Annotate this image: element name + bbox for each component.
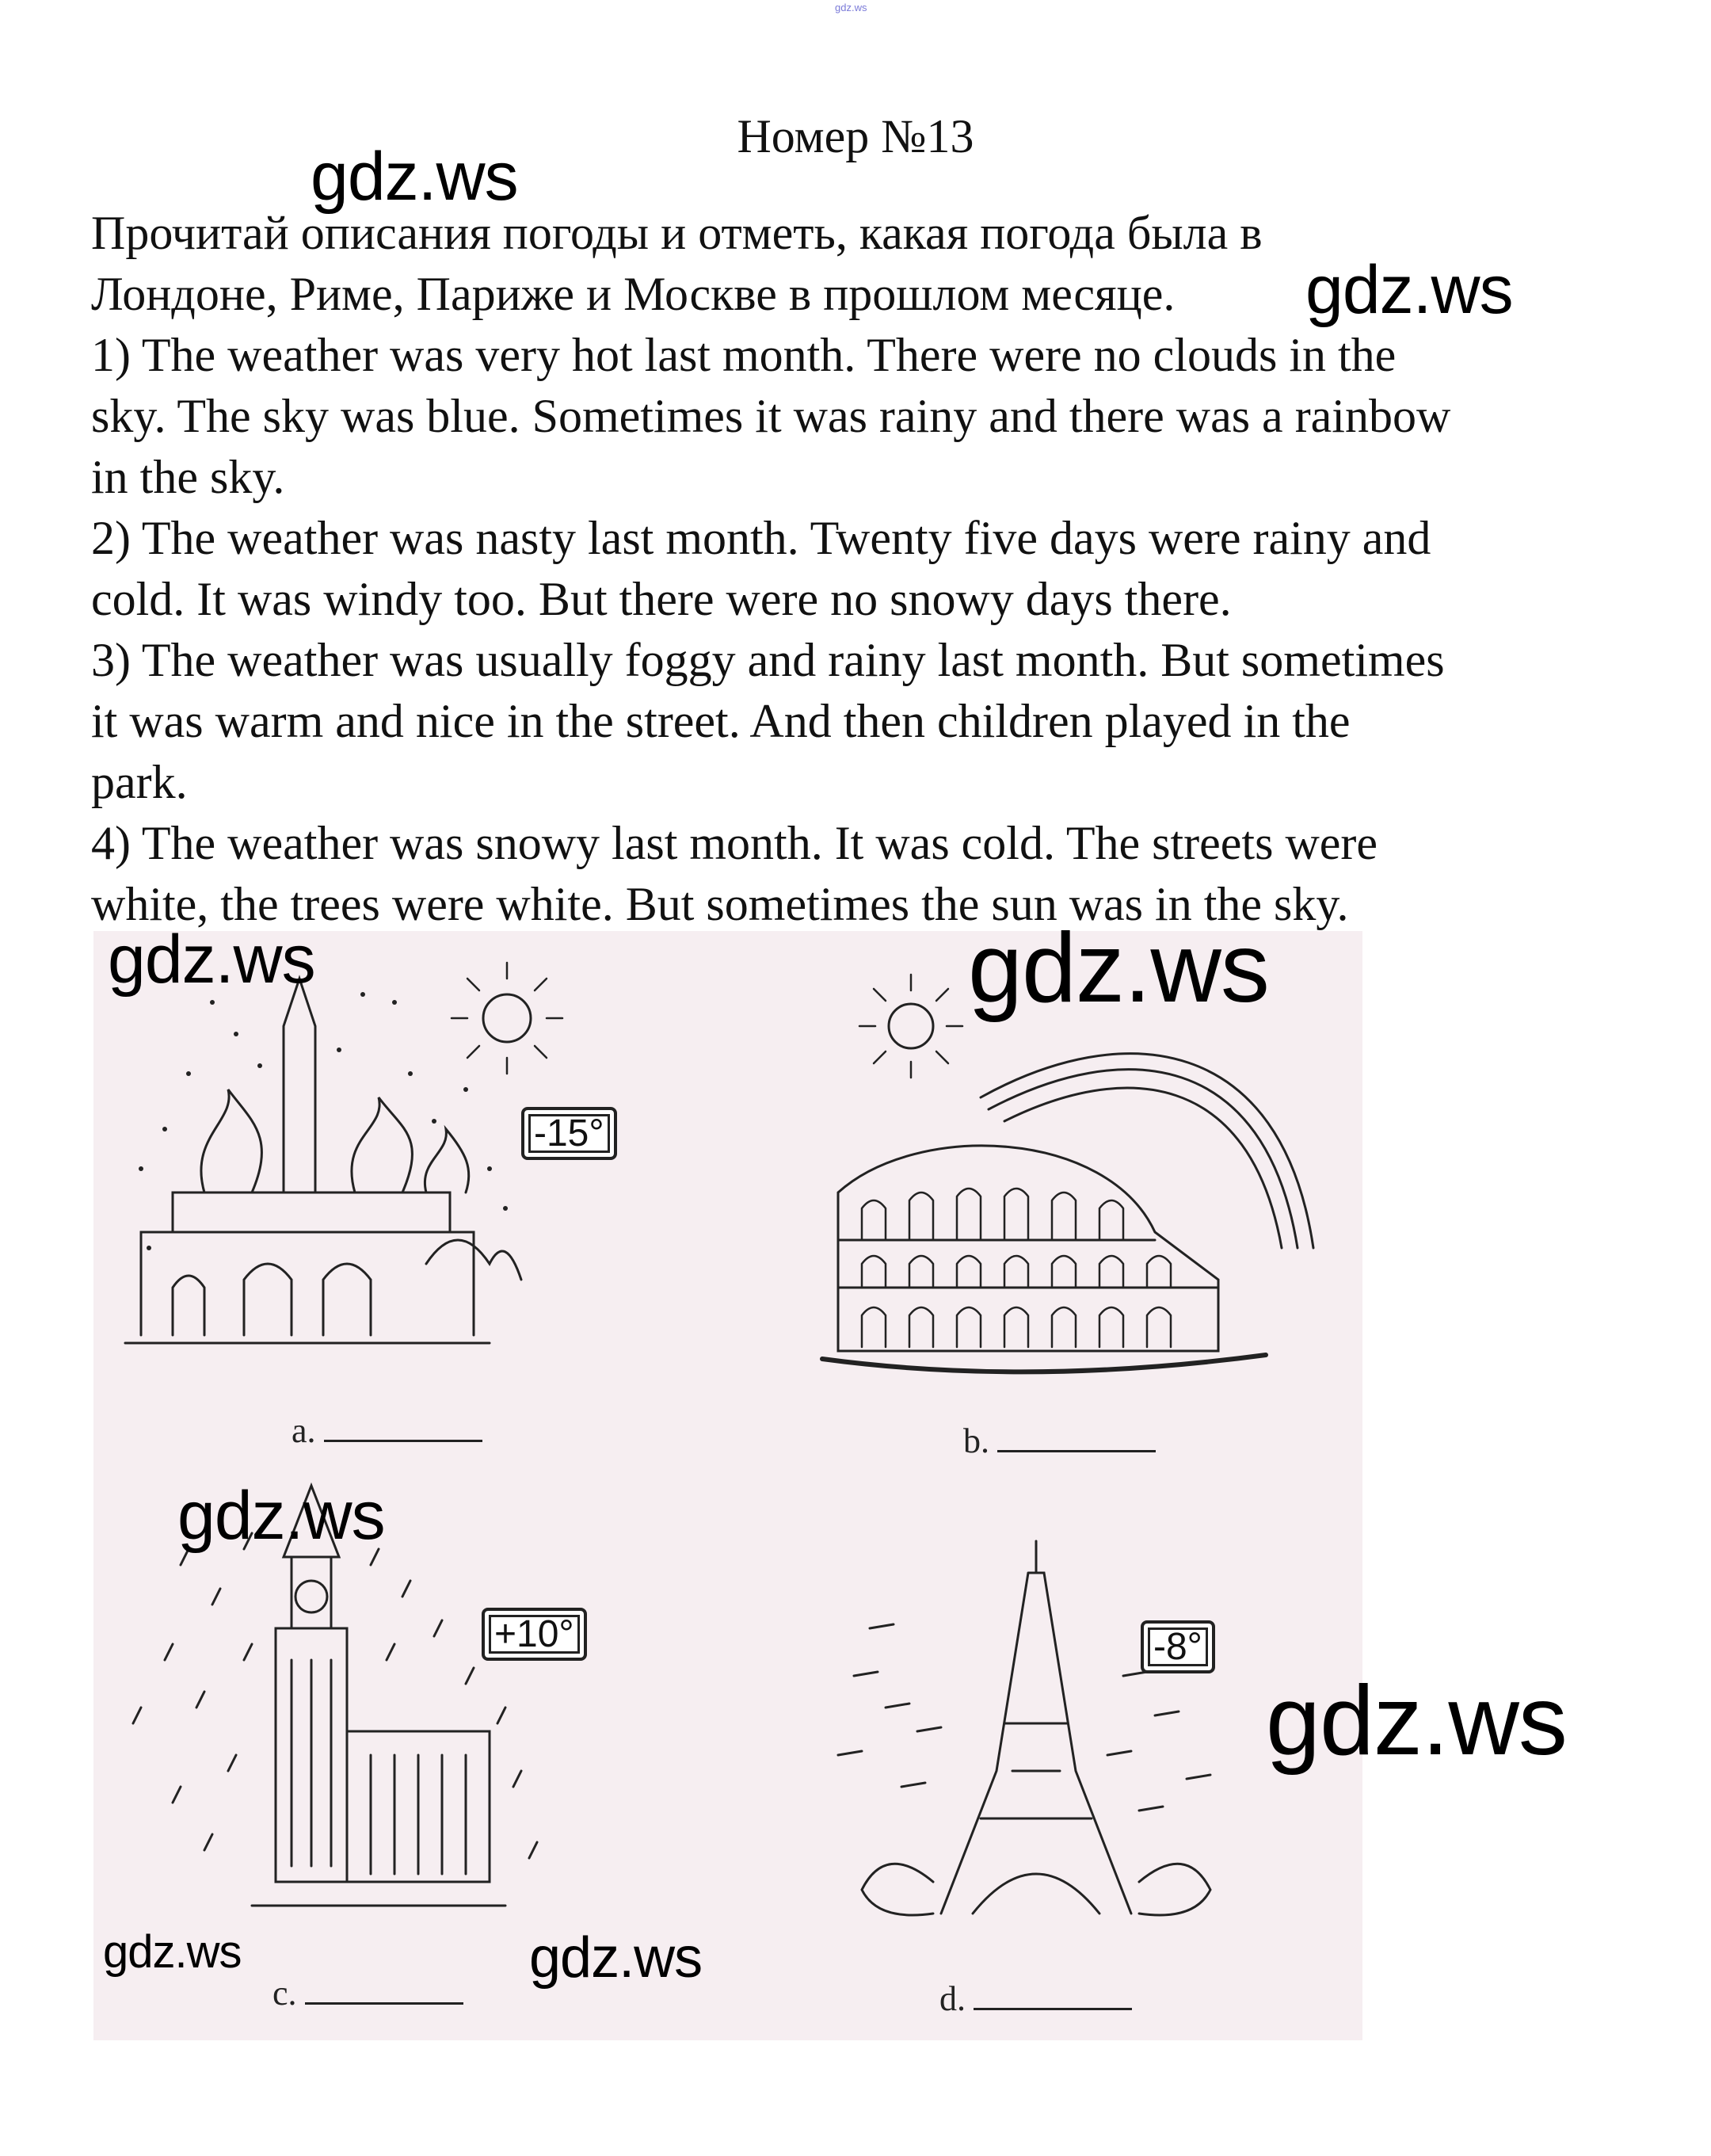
- watermark: gdz.ws: [1305, 252, 1513, 328]
- item-4-line-1: 4) The weather was snowy last month. It was cold. The streets were: [91, 817, 1378, 869]
- item-1-line-3: in the sky.: [91, 451, 285, 503]
- caption-b: [963, 1421, 1156, 1461]
- temperature-badge-d: -8°: [1141, 1620, 1215, 1673]
- watermark: gdz.ws: [529, 1926, 703, 1990]
- item-1-line-2: sky. The sky was blue. Sometimes it was rainy and there was a rainbow: [91, 390, 1451, 442]
- watermark: gdz.ws: [177, 1478, 385, 1554]
- caption-d: [939, 1979, 1132, 2019]
- answer-line-b[interactable]: [997, 1450, 1156, 1452]
- eiffel-tower-illustration: [838, 1541, 1210, 1915]
- item-1-line-1: 1) The weather was very hot last month. There were no clouds in the: [91, 329, 1397, 381]
- caption-c: [272, 1973, 463, 2013]
- instruction-line-2: Лондоне, Риме, Париже и Москве в прошлом месяце.: [91, 268, 1176, 320]
- caption-c-label: c.: [272, 1974, 297, 2013]
- watermark: gdz.ws: [103, 1926, 242, 1978]
- watermark: gdz.ws: [108, 922, 315, 998]
- item-3-line-1: 3) The weather was usually foggy and rainy last month. But sometimes: [91, 634, 1445, 686]
- item-3-line-3: park.: [91, 756, 188, 808]
- item-3-line-2: it was warm and nice in the street. And then children played in the: [91, 695, 1351, 747]
- answer-line-c[interactable]: [305, 2002, 463, 2005]
- watermark: gdz.ws: [311, 139, 518, 215]
- colosseum-illustration: [822, 975, 1313, 1372]
- item-2-line-2: cold. It was windy too. But there were no snowy days there.: [91, 573, 1232, 625]
- answer-line-d[interactable]: [974, 2008, 1132, 2010]
- instruction-line-1: Прочитай описания погоды и отметь, какая погода была в: [91, 207, 1263, 259]
- temperature-badge-a: -15°: [521, 1107, 617, 1160]
- watermark: gdz.ws: [1266, 1666, 1567, 1776]
- caption-b-label: b.: [963, 1421, 989, 1460]
- caption-a-label: a.: [292, 1411, 316, 1450]
- temperature-badge-c: +10°: [482, 1608, 587, 1661]
- caption-d-label: d.: [939, 1979, 966, 2018]
- answer-line-a[interactable]: [324, 1440, 482, 1442]
- page-title: Номер №13: [737, 110, 974, 162]
- item-2-line-1: 2) The weather was nasty last month. Twenty five days were rainy and: [91, 512, 1431, 564]
- cathedral-illustration: [125, 963, 562, 1343]
- item-4-line-2: white, the trees were white. But sometimes the sun was in the sky.: [91, 878, 1349, 930]
- top-watermark: gdz.ws: [835, 2, 867, 13]
- watermark: gdz.ws: [968, 914, 1269, 1023]
- caption-a: [292, 1410, 482, 1451]
